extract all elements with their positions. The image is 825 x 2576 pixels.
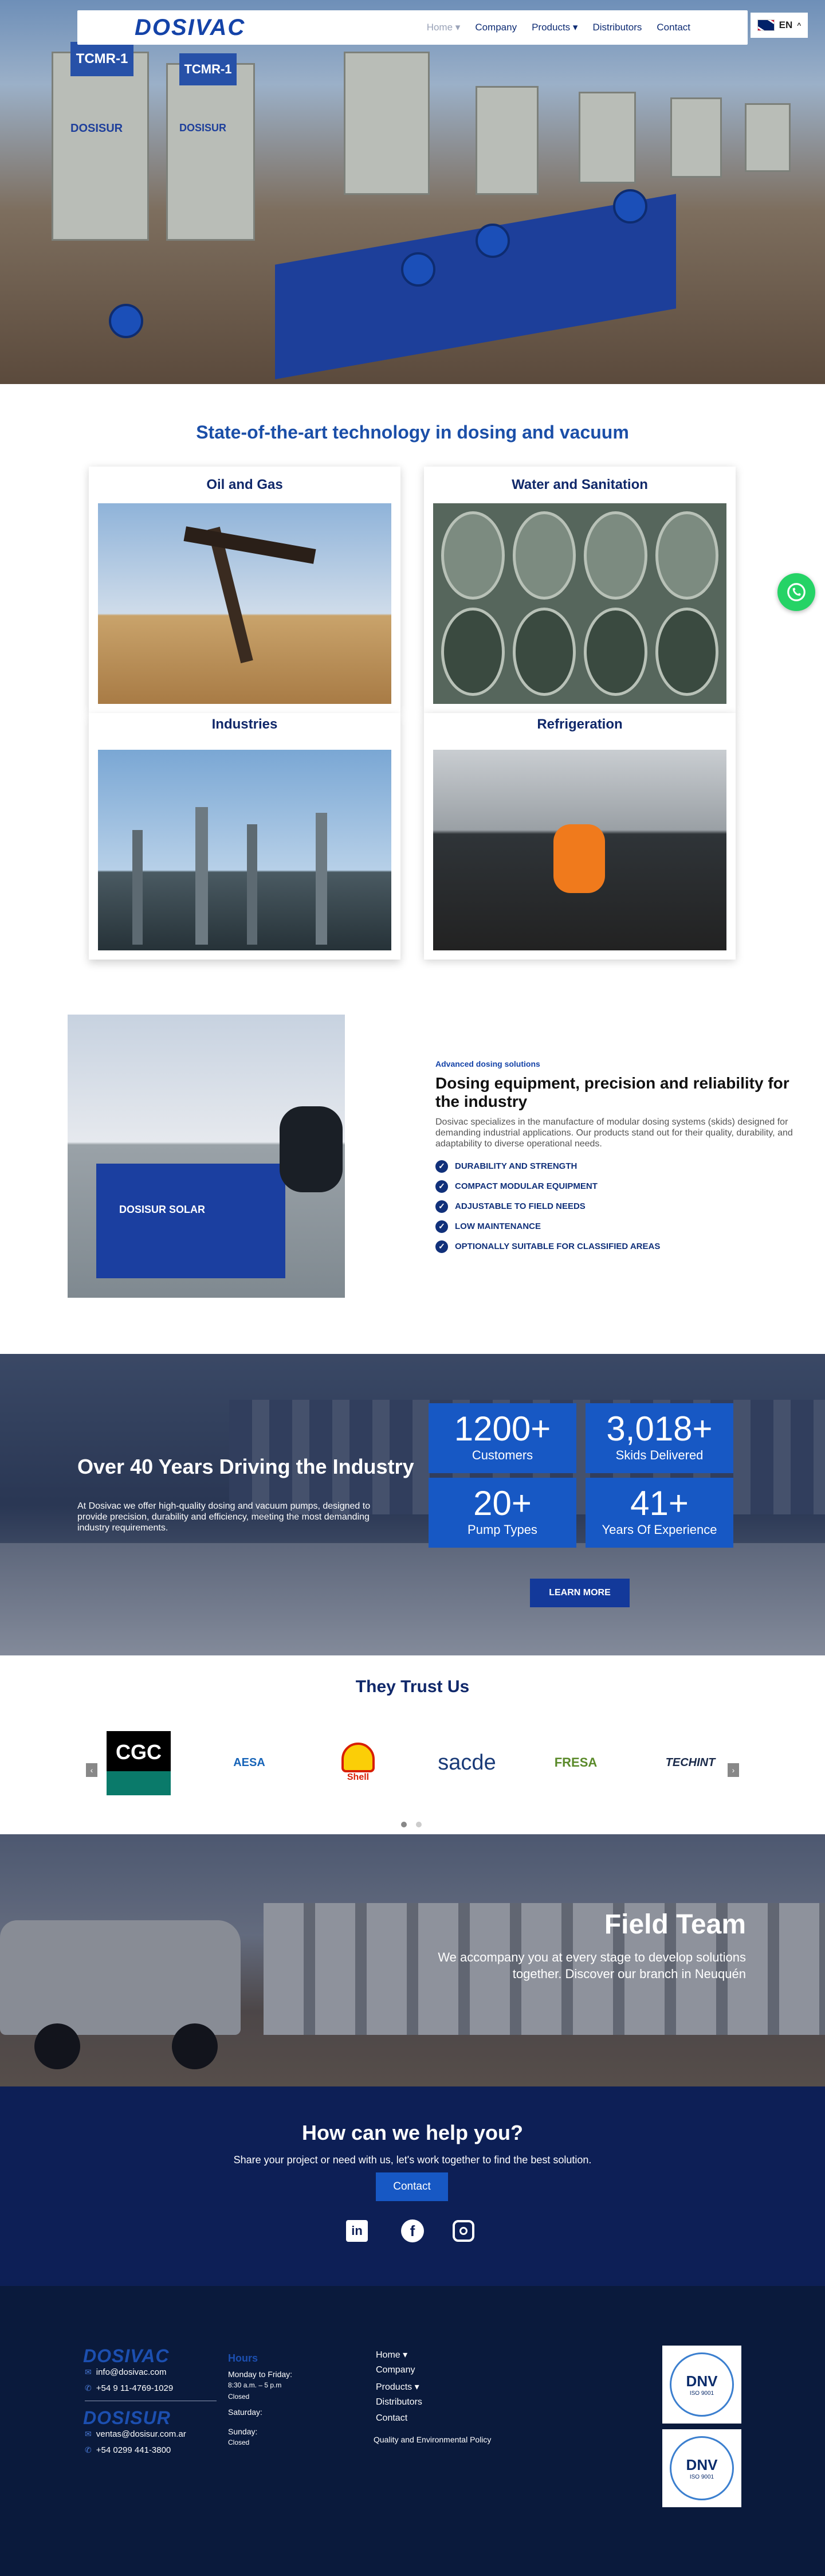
chevron-up-icon: ^ [797, 21, 802, 29]
cert-iso: ISO 9001 [689, 2390, 714, 2397]
hours-title: Hours [228, 2352, 258, 2364]
trust-title: They Trust Us [355, 1677, 470, 1696]
check-icon: ✓ [435, 1200, 448, 1213]
card-title: Refrigeration [537, 717, 623, 732]
feature-item [435, 1156, 802, 1176]
stat-skids [586, 1403, 733, 1473]
footer-link-contact[interactable]: Contact [376, 2413, 408, 2423]
skid-cabinet [670, 97, 722, 178]
footer [0, 2286, 825, 2576]
stat-customers [429, 1403, 576, 1473]
whatsapp-button[interactable] [777, 573, 815, 611]
check-icon: ✓ [435, 1180, 448, 1193]
footer-logo-dosisur[interactable]: DOSISUR [83, 2407, 171, 2428]
footer-logo-dosivac[interactable]: DOSIVAC [83, 2346, 170, 2366]
facebook-icon[interactable]: f [400, 2218, 425, 2244]
feature-item [435, 1176, 802, 1196]
linkedin-icon[interactable]: in [344, 2218, 370, 2244]
stat-label: Customers [472, 1448, 533, 1462]
mail-icon: ✉ [85, 2367, 92, 2377]
menu-item-home[interactable]: Home ▾ [426, 22, 461, 33]
hours-weekday-value: 8:30 a.m. – 5 p.m [228, 2381, 282, 2389]
stat-label: Skids Delivered [615, 1448, 704, 1462]
footer-link-company[interactable]: Company [376, 2365, 415, 2375]
footer-link-policy[interactable]: Quality and Environmental Policy [374, 2435, 492, 2444]
check-icon: ✓ [435, 1240, 448, 1253]
skid-cabinet [52, 52, 149, 241]
refinery-image [98, 750, 391, 950]
pump-motor [401, 252, 435, 287]
hours-saturday: Saturday: [228, 2407, 262, 2417]
refrigeration-image [433, 750, 726, 950]
skid-cabinet [745, 103, 791, 172]
logo-fresa: FRESA [554, 1755, 598, 1769]
pump-motor [109, 304, 143, 338]
stat-years [586, 1478, 733, 1548]
help-heading: How can we help you? [301, 2121, 524, 2144]
logo-techint: TECHINT [665, 1756, 716, 1769]
language-selector[interactable] [751, 13, 808, 38]
cert-text: DNV [686, 2373, 718, 2390]
field-team-heading: Field Team [604, 1909, 746, 1940]
section-eyebrow: Advanced dosing solutions [435, 1059, 540, 1068]
pump-motor [613, 189, 647, 224]
feature-label: LOW MAINTENANCE [455, 1222, 541, 1231]
logo-text: CGC [116, 1740, 162, 1764]
card-title: Oil and Gas [206, 477, 283, 492]
cert-iso: ISO 9001 [689, 2474, 714, 2480]
hours-closed: Closed [228, 2438, 250, 2446]
skid-cabinet [579, 92, 636, 183]
language-code: EN [779, 19, 793, 30]
skid-label: DOSISUR SOLAR [119, 1204, 206, 1215]
menu-label: Products [532, 22, 571, 33]
stat-value: 41+ [630, 1484, 689, 1522]
footer-link-label: Products [376, 2382, 412, 2392]
water-tanks-image [433, 503, 726, 704]
menu-label: Home [426, 22, 453, 33]
dnv-certificate-badge [662, 2429, 741, 2507]
menu-item-products[interactable]: Products ▾ [532, 22, 578, 33]
stat-value: 1200+ [454, 1410, 551, 1448]
logo-shell [327, 1731, 390, 1794]
footer-link-label: Home [376, 2350, 400, 2360]
hours-sunday: Sunday: [228, 2427, 258, 2436]
pump-motor [476, 224, 510, 258]
menu-item-distributors[interactable]: Distributors [592, 22, 642, 33]
menu-item-contact[interactable]: Contact [657, 22, 690, 33]
hours-closed: Closed [228, 2393, 250, 2401]
oil-pump-image [98, 503, 391, 704]
learn-more-button[interactable]: LEARN MORE [530, 1579, 630, 1607]
shell-icon [341, 1743, 375, 1772]
footer-email-1[interactable] [85, 2367, 167, 2377]
feature-label: OPTIONALLY SUITABLE FOR CLASSIFIED AREAS [455, 1242, 661, 1251]
mail-icon: ✉ [85, 2429, 92, 2438]
skid-cabinet [166, 63, 255, 241]
feature-item [435, 1236, 802, 1256]
feature-label: COMPACT MODULAR EQUIPMENT [455, 1181, 598, 1191]
feature-label: ADJUSTABLE TO FIELD NEEDS [455, 1201, 586, 1211]
section-heading: Dosing equipment, precision and reliability for the industry [435, 1074, 789, 1110]
uk-flag-icon [757, 19, 775, 31]
stat-label: Years Of Experience [602, 1522, 717, 1537]
menu-item-company[interactable]: Company [475, 22, 517, 33]
industry-card-water[interactable] [424, 467, 736, 713]
stat-label: Pump Types [467, 1522, 537, 1537]
help-section [0, 2086, 825, 2286]
logo-aesa: AESA [233, 1756, 265, 1769]
section-body: Dosivac specializes in the manufacture of modular dosing systems (skids) designed for demanding industrial applications. Our products stand out for their quality, durability, and adaptability to diverse operational needs. [435, 1117, 793, 1149]
logo-cgc [107, 1731, 171, 1795]
skid-brand: DOSISUR [70, 122, 123, 135]
card-title: Industries [211, 717, 278, 732]
skid-cabinet [476, 86, 539, 195]
help-body: Share your project or need with us, let's work together to find the best solution. [233, 2154, 592, 2166]
stats-heading: Over 40 Years Driving the Industry [77, 1455, 414, 1478]
advanced-dosing-section [435, 1059, 802, 1256]
footer-phone-text: +54 0299 441-3800 [96, 2445, 171, 2455]
logo-text: Shell [347, 1772, 370, 1782]
skid-label: TCMR-1 [70, 42, 133, 76]
solar-skid-image [68, 1015, 345, 1298]
industry-card-refrigeration[interactable] [424, 713, 736, 960]
feature-item [435, 1216, 802, 1236]
footer-phone-text: +54 9 11-4769-1029 [96, 2383, 174, 2393]
carousel-dot[interactable] [416, 1822, 422, 1827]
footer-email-text: info@dosivac.com [96, 2367, 167, 2377]
contact-button[interactable]: Contact [376, 2172, 448, 2201]
footer-phone-1[interactable] [85, 2383, 173, 2393]
top-navbar [77, 10, 748, 45]
logo-sacde: sacde [438, 1750, 496, 1775]
carousel-next-button[interactable]: › [728, 1763, 739, 1777]
stat-value: 3,018+ [606, 1410, 713, 1448]
footer-link-distributors[interactable]: Distributors [376, 2397, 422, 2407]
whatsapp-icon [785, 581, 807, 603]
stat-value: 20+ [473, 1484, 532, 1522]
instagram-icon[interactable] [451, 2218, 476, 2244]
carousel-dot-active[interactable] [401, 1822, 407, 1827]
card-title: Water and Sanitation [512, 477, 648, 492]
skid-cabinet [344, 52, 430, 195]
hero-banner [0, 0, 825, 384]
feature-label: DURABILITY AND STRENGTH [455, 1161, 578, 1171]
footer-email-text: ventas@dosisur.com.ar [96, 2429, 186, 2439]
site-logo[interactable]: DOSIVAC [135, 14, 246, 40]
main-menu [427, 22, 690, 33]
industry-card-oil-gas[interactable] [89, 467, 400, 713]
stats-body: At Dosivac we offer high-quality dosing and vacuum pumps, designed to provide precision, durability and efficiency, meeting the most demanding industry requirements. [77, 1501, 371, 1533]
phone-icon: ✆ [85, 2383, 92, 2393]
footer-phone-2[interactable] [85, 2445, 171, 2455]
footer-link-home[interactable]: Home ▾ [376, 2350, 408, 2360]
check-icon: ✓ [435, 1220, 448, 1233]
skid-label: TCMR-1 [179, 53, 237, 85]
stat-pump-types [429, 1478, 576, 1548]
cert-text: DNV [686, 2456, 718, 2473]
footer-email-2[interactable] [85, 2429, 186, 2439]
footer-link-products[interactable]: Products ▾ [376, 2382, 419, 2392]
carousel-prev-button[interactable]: ‹ [86, 1763, 97, 1777]
dnv-certificate-badge [662, 2346, 741, 2424]
industry-card-industries[interactable] [89, 713, 400, 960]
phone-icon: ✆ [85, 2445, 92, 2454]
skid-brand: DOSISUR [179, 122, 227, 134]
feature-item [435, 1196, 802, 1216]
field-team-section [0, 1834, 825, 2086]
skid-bases [275, 194, 676, 379]
check-icon: ✓ [435, 1160, 448, 1173]
section-title: State-of-the-art technology in dosing and vacuum [196, 422, 629, 443]
feature-list [435, 1156, 802, 1256]
field-team-body: We accompany you at every stage to develop solutions together. Discover our branch in Neuquén [438, 1950, 746, 1981]
hours-weekdays: Monday to Friday: [228, 2370, 293, 2379]
